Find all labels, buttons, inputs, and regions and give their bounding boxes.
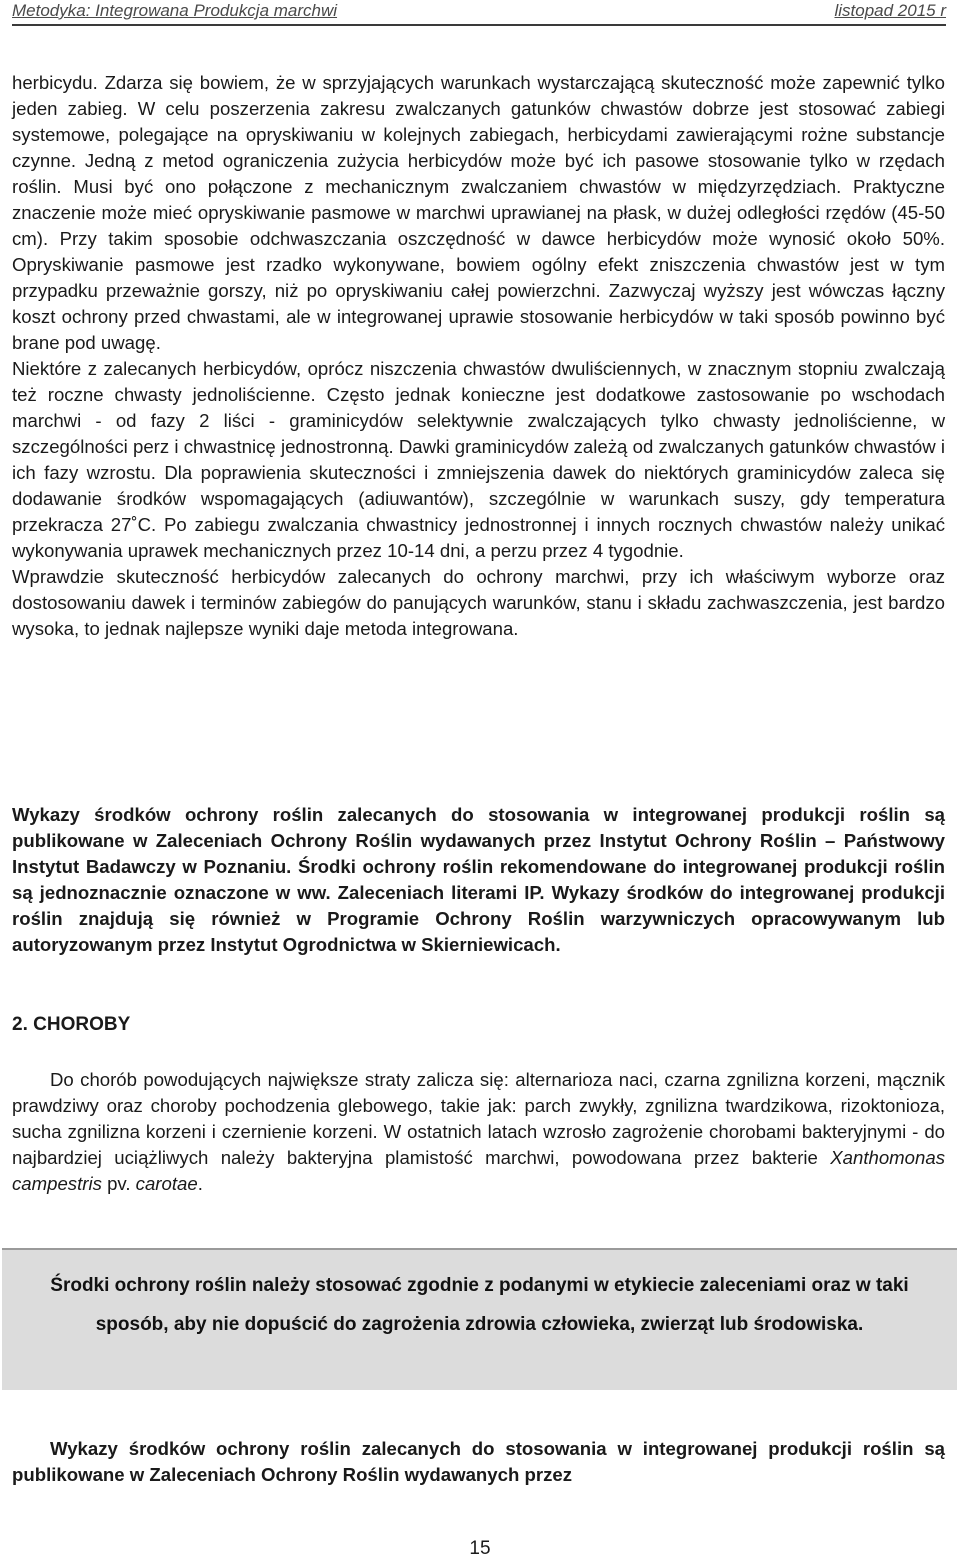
- page-number: 15: [469, 1538, 491, 1559]
- safety-notice-text: Środki ochrony roślin należy stosować zgodnie z podanymi w etykiecie zaleceniami oraz w taki sposób, aby nie dopuścić do zagrożenia zdrowia człowieka, zwierząt lub środowiska.: [50, 1275, 909, 1335]
- species-name: Xanthomonas campestris: [12, 1147, 945, 1194]
- safety-notice-box: [2, 1248, 957, 1390]
- section-heading: 2. CHOROBY: [12, 1014, 131, 1035]
- paragraph: herbicydu. Zdarza się bowiem, że w sprzyjających warunkach wystarczającą skuteczność może zapewnić tylko jeden zabieg. W celu poszerzenia zakresu zwalczanych gatunków chwastów dobrze jest stosować zabiegi systemowe, polegające na opryskiwaniu w kolejnych zabiegach, herbicydami zawierającymi rożne substancje czynne. Jedną z metod ograniczenia zużycia herbicydów może być ich pasowe stosowanie tylko w rzędach roślin. Musi być ono połączone z mechanicznym zwalczaniem chwastów w międzyrzędziach. Praktyczne znaczenie może mieć opryskiwanie pasmowe w marchwi uprawianej na płask, w dużej odległości rzędów (45-50 cm). Przy takim sposobie odchwaszczania oszczędność w dawce herbicydów może wynosić około 50%. Opryskiwanie pasmowe jest rzadko wykonywane, bowiem ogólny efekt zniszczenia chwastów jest w tym przypadku przeważnie gorszy, niż po opryskiwaniu całej powierzchni. Zazwyczaj wyższy jest wówczas łączny koszt ochrony przed chwastami, ale w integrowanej uprawie stosowanie herbicydów w taki sposób powinno być brane pod uwagę.: [12, 72, 945, 353]
- paragraph: Wprawdzie skuteczność herbicydów zalecanych do ochrony marchwi, przy ich właściwym wyborze oraz dostosowaniu dawek i terminów zabiegów do panujących warunków, stanu i składu zachwaszczenia, jest bardzo wysoka, to jednak najlepsze wyniki daje metoda integrowana.: [12, 566, 945, 639]
- header-title: Metodyka: Integrowana Produkcja marchwi: [12, 1, 338, 20]
- recommendation-paragraph: Wykazy środków ochrony roślin zalecanych do stosowania w integrowanej produkcji roślin są publikowane w Zaleceniach Ochrony Roślin wydawanych przez Instytut Ochrony Roślin – Państwowy Instytut Badawczy w Poznaniu. Środki ochrony roślin rekomendowane do integrowanej produkcji roślin są jednoznacznie oznaczone w ww. Zaleceniach literami IP. Wykazy środków do integrowanej produkcji roślin znajdują się również w Programie Ochrony Roślin warzywniczych opracowywanym lub autoryzowanym przez Instytut Ogrodnictwa w Skierniewicach.: [12, 804, 945, 955]
- header-date: listopad 2015 r: [834, 1, 946, 20]
- page-header: [12, 0, 946, 26]
- paragraph: Niektóre z zalecanych herbicydów, oprócz niszczenia chwastów dwuliściennych, w znacznym stopniu zwalczają też roczne chwasty jednoliścienne. Często jednak konieczne jest dodatkowe zastosowanie po wschodach marchwi - od fazy 2 liści - graminicydów selektywnie zwalczających tylko chwasty jednoliścienne, w szczególności perz i chwastnicę jednostronną. Dawki graminicydów zależą od zwalczanych gatunków chwastów i ich fazy wzrostu. Dla poprawienia skuteczności i zmniejszenia dawek do niektórych graminicydów zaleca się dodawanie środków wspomagających (adiuwantów), szczególnie w warunkach suszy, gdy temperatura przekracza 27˚C. Po zabiegu zwalczania chwastnicy jednostronnej i innych rocznych chwastów należy unikać wykonywania uprawek mechanicznych przez 10-14 dni, a perzu przez 4 tygodnie.: [12, 358, 945, 561]
- bottom-paragraph: Wykazy środków ochrony roślin zalecanych do stosowania w integrowanej produkcji roślin są publikowane w Zaleceniach Ochrony Roślin wydawanych przez: [12, 1438, 945, 1485]
- diseases-paragraph: [12, 1067, 945, 1197]
- body-text: [12, 70, 945, 642]
- diseases-text: Do chorób powodujących największe straty zalicza się: alternarioza naci, czarna zgnilizna korzeni, mącznik prawdziwy oraz choroby pochodzenia glebowego, takie jak: parch zwykły, zgnilizna twardzikowa, rizoktonioza, sucha zgnilizna korzeni i czernienie korzeni. W ostatnich latach wzrosło zagrożenie chorobami bakteryjnymi - do najbardziej uciążliwych należy bakteryjna plamistość marchwi, powodowana przez bakterie: [12, 1069, 945, 1168]
- pathovar-name: carotae: [135, 1173, 198, 1194]
- pv-text: pv.: [101, 1173, 136, 1194]
- sentence-end: .: [197, 1173, 203, 1194]
